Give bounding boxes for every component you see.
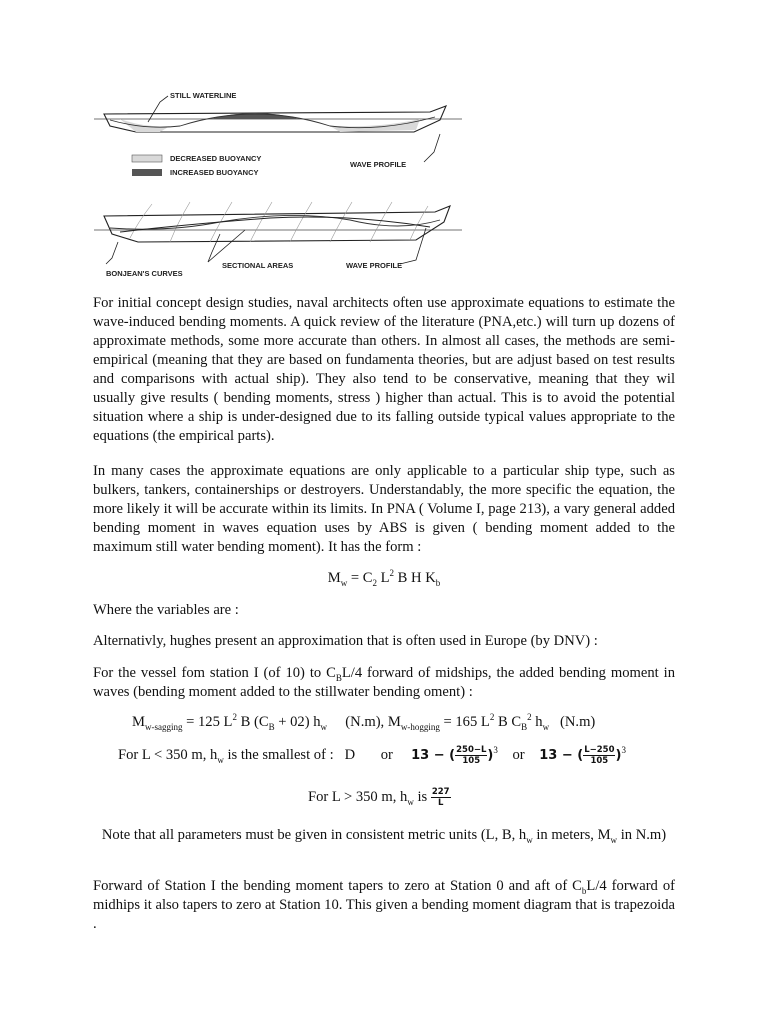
bonjean-curves (130, 202, 428, 242)
hull-buoyancy-figure (90, 82, 462, 278)
label-still-waterline: STILL WATERLINE (170, 91, 237, 100)
bonjean-diagram (94, 202, 462, 278)
note-metric-units: Note that all parameters must be given in consistent metric units (L, B, $h_w$ in meters, $M_w$ in N.m) (101, 827, 667, 845)
hull-outline-bottom (104, 206, 450, 242)
fraction-227-over-l: $\frac{227}{L}$ (431, 787, 450, 808)
legend-decreased-swatch (132, 155, 162, 162)
fraction-l-minus-250: $\frac{L-250}{105}$ (584, 745, 615, 766)
wave-buoyancy-diagram (94, 91, 462, 177)
equation-sag-hog: $M_{w-sagging} = 125$ $L^2$ B $(C_B + 02)$ $h_w$ (N.m), $M_{w-hogging} = 165$ $L^2$ B $C_B^2$ $h_w$ (N.m) (132, 712, 596, 732)
label-wave-profile-top: WAVE PROFILE (350, 160, 407, 169)
decreased-area-fwd (330, 119, 420, 132)
leader-sectional-a (208, 234, 220, 262)
paragraph-station-taper: Forward of Station I the bending moment tapers to zero at Station 0 and aft of $C_bL/4$ forward of midhips it also tapers to zero at Station 10. This given a bending moment diagram that is trapezoida . (93, 878, 675, 932)
legend-increased-swatch (132, 169, 162, 176)
label-sectional-areas: SECTIONAL AREAS (222, 261, 294, 270)
where-variables: Where the variables are : (93, 602, 239, 618)
label-wave-profile-bottom: WAVE PROFILE (346, 261, 403, 270)
fraction-250-minus-l: $\frac{250-L}{105}$ (456, 745, 487, 766)
condition-l-less-350: For L < 350 m, $h_w$ is the smallest of : D or 13 − ( $\frac{250-L}{105}$ )$^3$ or 13 − ( $\frac{L-250}{105}$ )$^3$ (118, 744, 626, 766)
paragraph-approximate-equations: In many cases the approximate equations are only applicable to a particular ship type, such as bulkers, tankers, containerships or destroyers. Understandably, the more specific the equation, the more likely it will be accurate within its limits. In PNA ( Volume I, page 213), a vary general added bending moment in waves equation uses by ABS is given ( bending moment added to the maximum still water bending moment). It has the form : (93, 463, 675, 555)
paragraph-intro: For initial concept design studies, naval architects often use approximate equations to estimate the wave-induced bending moments. A quick review of the literature (PNA,etc.) will turn up dozens of approximate methods, some more accurate than others. In almost all cases, the methods are semi-empirical (meaning that they are based on fundamenta theories, but are adjust based on test results and comparisons with actual ship). They also tend to be conservative, meaning that they wil usually give results ( bending moments, stress ) higher than actual. This is to avoid the potential situation where a ship is under-designed due to its falling outside typical values appropriate to the equations (the empirical parts). (93, 295, 675, 444)
label-decreased-buoyancy: DECREASED BUOYANCY (170, 154, 262, 163)
leader-waterline (148, 96, 168, 122)
equation-abs: $M_w = C_2$ $L^2$ B H $K_b$ (327, 568, 441, 588)
label-bonjeans-curves: BONJEAN'S CURVES (106, 269, 183, 278)
label-increased-buoyancy: INCREASED BUOYANCY (170, 168, 259, 177)
alternative-hughes: Alternativly, hughes present an approximation that is often used in Europe (by DNV) : (93, 633, 598, 649)
leader-wave-top (424, 134, 440, 162)
paragraph-vessel-station: For the vessel fom station I (of 10) to $C_BL/4$ forward of midships, the added bending moment in waves (bending moment added to the stillwater bending oment) : (93, 665, 675, 700)
condition-l-greater-350: For L > 350 m, $h_w$ is $\frac{227}{L}$ (308, 787, 450, 808)
leader-bonjean (106, 242, 118, 264)
